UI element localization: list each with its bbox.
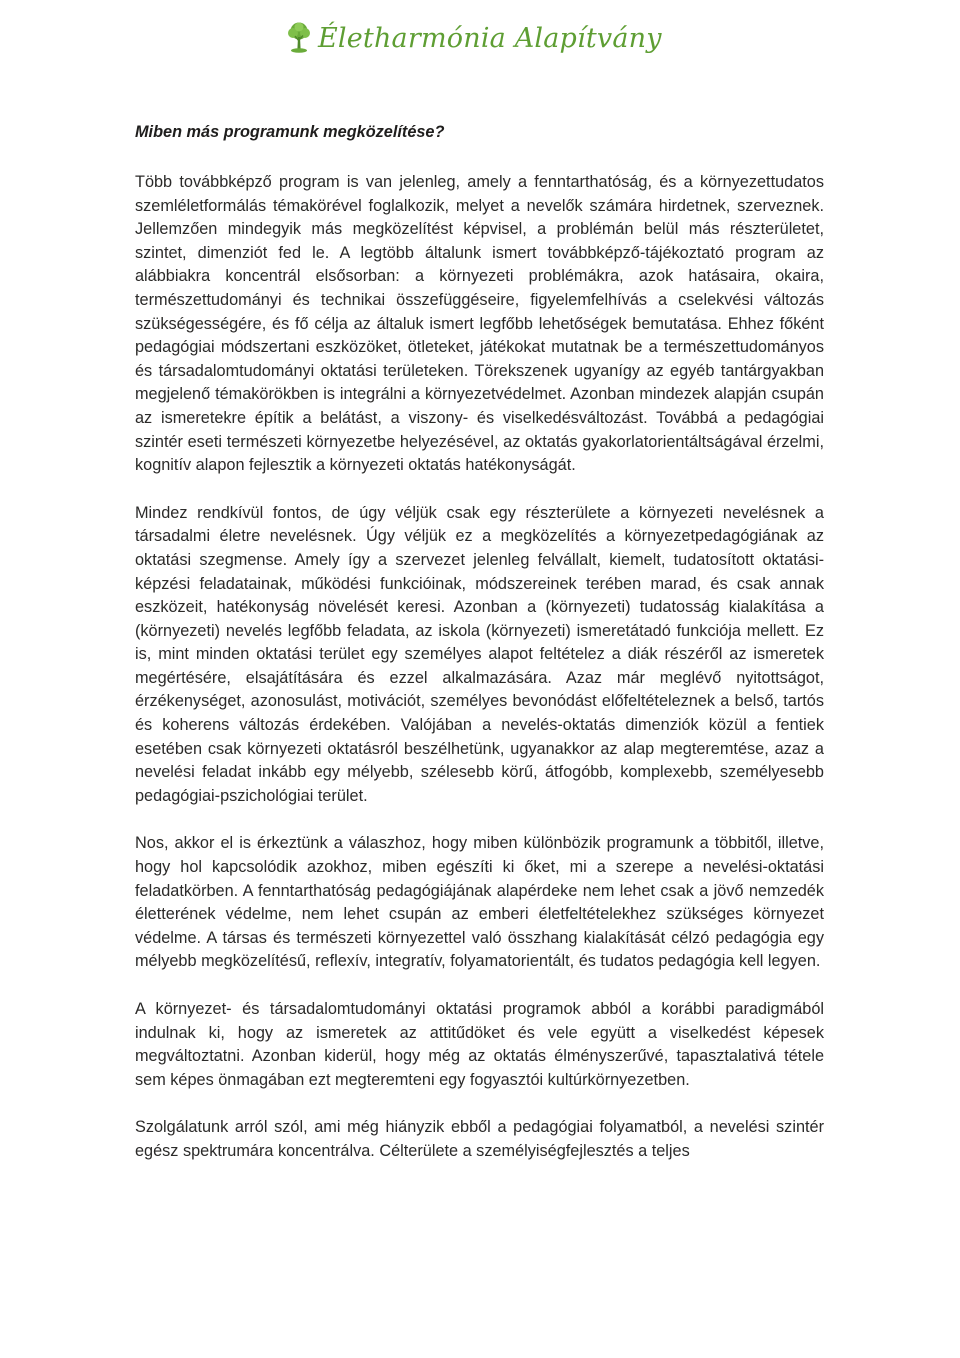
paragraph: Nos, akkor el is érkeztünk a válaszhoz, hogy miben különbözik programunk a többitől, illetve, hogy hol kapcsolódik azokhoz, miben egészíti ki őket, mi a szerepe a nevelési-oktatási feladatkörben. A fenntarthatóság pedagógiájának alapérdeke nem lehet csak a jövő nemzedék életterének védelme, nem lehet csupán az emberi életfeltételekhez szükséges környezet védelme. A társas és természeti környezettel való összhang kialakítását célzó pedagógia egy mélyebb megközelítésű, reflexív, integratív, folyamatorientált, és tudatos pedagógia kell legyen. (135, 834, 824, 971)
article-body (135, 120, 824, 1188)
paragraph: Mindez rendkívül fontos, de úgy véljük csak egy részterülete a környezeti nevelésnek a társadalmi életre nevelésnek. Úgy véljük ez a megközelítés a környezetpedagógiának az oktatási szegmense. Amely így a szervezet jelenleg felvállalt, kiemelt, tudatosított oktatási-képzési feladatainak, működési funkcióinak, módszereinek terében marad, és csak annak eszközeit, hatékonyság növelését keresi. Azonban a (környezeti) tudatosság kialakítása a (környezeti) nevelés legfőbb feladata, az iskola (környezeti) ismeretátadó funkciója mellett. Ez is, mint minden oktatási terület egy személyes alapot feltételez a diák részéről az ismeretek megértésére, elsajátítására és ezzel alkalmazására. Azaz már meglévő nyitottságot, érzékenységet, azonosulást, motivációt, személyes bevonódást előfeltételeznek a belső, tartós és koherens változás érdekében. Valójában a nevelés-oktatás dimenziók közül a fentiek esetében csak környezeti oktatásról beszélhetünk, ugyanakkor az alap megteremtése, azaz a nevelési feladat inkább egy mélyebb, szélesebb körű, átfogóbb, komplexebb, személyesebb pedagógiai-pszichológiai terület. (135, 503, 824, 805)
paragraph: A környezet- és társadalomtudományi oktatási programok abból a korábbi paradigmából indulnak ki, hogy az ismeretek az attitűdöket és vele együtt a viselkedést képesek megváltoztatni. Azonban kiderül, hogy még az oktatás élményszerűvé, tapasztalativá tétele sem képes önmagában ezt megteremteni egy fogyasztói kultúrkörnyezetben. (135, 1000, 824, 1089)
page-header (286, 16, 662, 60)
organization-name: Életharmónia Alapítvány (318, 22, 662, 54)
article-heading: Miben más programunk megközelítése? (135, 123, 445, 141)
tree-icon (286, 21, 312, 55)
paragraph: Szolgálatunk arról szól, ami még hiányzik ebből a pedagógiai folyamatból, a nevelési szintér egész spektrumára koncentrálva. Célterülete a személyiségfejlesztés a teljes (135, 1118, 824, 1160)
paragraph: Több továbbképző program is van jelenleg, amely a fenntarthatóság, és a környezettudatos szemléletformálás témakörével foglalkozik, melyet a nevelők számára hirdetnek, szerveznek. Jellemzően mindegyik más megközelítést képvisel, a problémán belül más részterületet, szintet, dimenziót fed le. A legtöbb általunk ismert továbbképző-tájékoztató program az alábbiakra koncentrál elsősorban: a környezeti problémákra, azok hatásaira, okaira, természettudományi és technikai összefüggéseire, figyelemfelhívás a cselekvési változás szükségességére, és fő célja az általuk ismert legfőbb lehetőségek bemutatása. Ehhez főként pedagógiai módszertani eszközöket, ötleteket, játékokat mutatnak be a természettudományos és társadalomtudományi oktatási területeken. Törekszenek ugyanígy az egyéb tantárgyakban megjelenő témakörökben is integrálni a környezetvédelmet. Azonban mindezek alapján csupán az ismeretekre építik a belátást, a viszony- és viselkedésváltozást. Továbbá a pedagógiai szintér eseti természeti környezetbe helyezésével, az oktatás gyakorlatorientáltságával érzelmi, kognitív alapon fejlesztik a környezeti oktatás hatékonyságát. (135, 173, 824, 475)
